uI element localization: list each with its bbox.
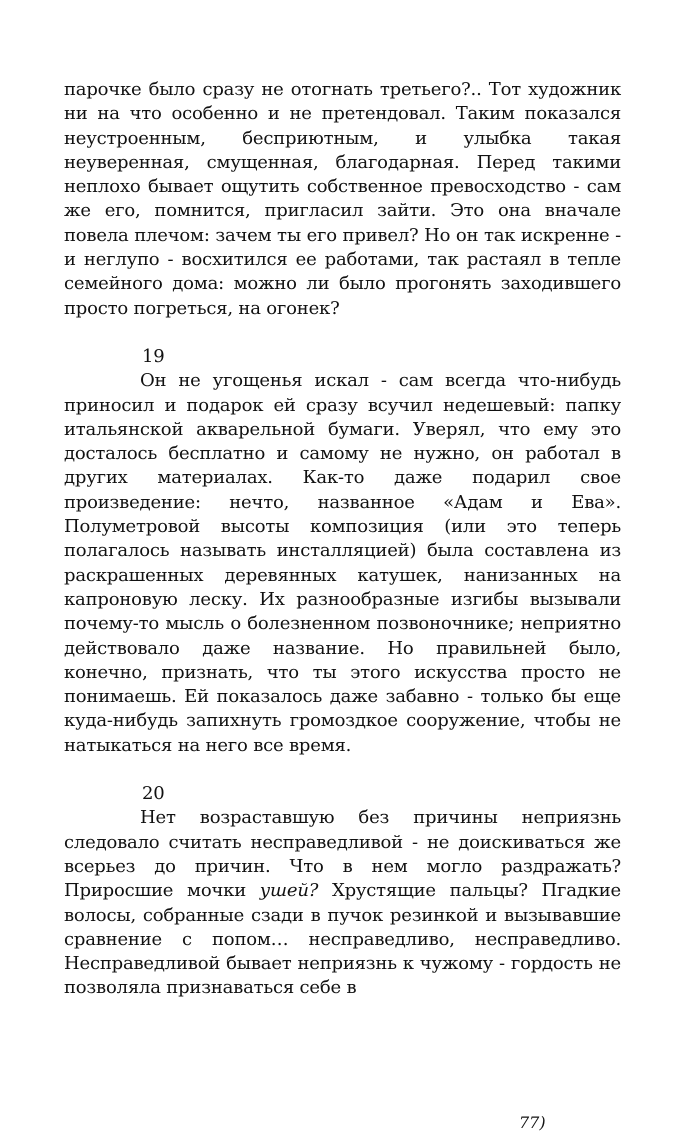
spacer — [64, 758, 621, 782]
paragraph-3-part-2: Хрустящие пальцы? Пгадкие волосы, собранные сзади в пучок резинкой и вызывавшие сравнение с попом… несправедливо, несправедливо. Несправедливой бывает неприязнь к чужому - гордость не позволяла признаваться себе в — [64, 880, 621, 999]
spacer — [64, 321, 621, 345]
paragraph-1: парочке было сразу не отогнать третьего?.. Тот художник ни на что особенно и не претендовал. Таким показался неустроенным, бесприютным, и улыбка такая неуверенная, смущенная, благодарная. Перед такими неплохо бывает ощутить собственное превосходство - сам же его, помнится, пригласил зайти. Это она вначале повела плечом: зачем ты его привел? Но он так искренне - и неглупо - восхитился ее работами, так растаял в тепле семейного дома: можно ли было прогонять заходившего просто погреться, на огонек? — [64, 79, 621, 319]
paragraph-3 — [64, 806, 621, 1000]
section-number-20: 20 — [142, 783, 165, 805]
paragraph-3-italic: ушей? — [259, 880, 319, 902]
paragraph-3-part-1: Нет возраставшую без причины неприязнь следовало считать несправедливой - не доискиваться же всерьез до причин. Что в нем могло раздражать? Приросшие мочки — [64, 807, 621, 902]
section-number-19: 19 — [142, 345, 165, 367]
paragraph-2: Он не угощенья искал - сам всегда что-нибудь приносил и подарок ей сразу всучил недешевый: папку итальянской акварельной бумаги. Уверял, что ему это досталось бесплатно и самому не нужно, он работал в других материалах. Как-то даже подарил свое произведение: нечто, названное «Адам и Ева». Полуметровой высоты композиция (или это теперь полагалось называть инсталляцией) была составлена из раскрашенных деревянных катушек, нанизанных на капроновую леску. Их разнообразные изгибы вызывали почему-то мысль о болезненном позвоночнике; неприятно действовало даже название. Но правильней было, конечно, признать, что ты этого искусства просто не понимаешь. Ей показалось даже забавно - только бы еще куда-нибудь запихнуть громоздкое сооружение, чтобы не натыкаться на него все время. — [64, 370, 621, 756]
page-body — [64, 78, 621, 1001]
page-number: 77) — [519, 1113, 546, 1132]
